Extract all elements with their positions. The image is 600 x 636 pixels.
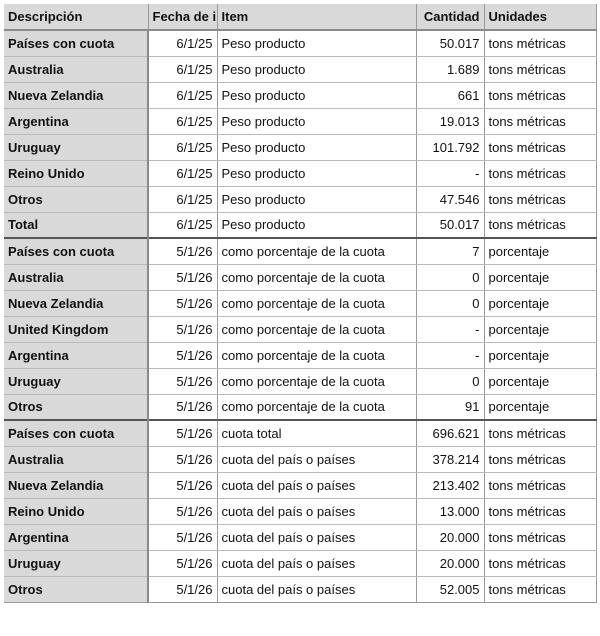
cell-cantidad[interactable]: 20.000: [416, 524, 484, 550]
cell-unidades[interactable]: porcentaje: [484, 394, 596, 420]
cell-unidades[interactable]: tons métricas: [484, 134, 596, 160]
cell-item[interactable]: como porcentaje de la cuota: [217, 368, 416, 394]
cell-cantidad[interactable]: 50.017: [416, 30, 484, 56]
table-row: [4, 342, 596, 368]
table-row: [4, 576, 596, 602]
cell-unidades[interactable]: tons métricas: [484, 472, 596, 498]
table-row: [4, 160, 596, 186]
cell-descripcion[interactable]: Uruguay: [4, 368, 148, 394]
cell-cantidad[interactable]: -: [416, 342, 484, 368]
cell-unidades[interactable]: tons métricas: [484, 212, 596, 238]
column-header-descripcion[interactable]: Descripción: [4, 4, 148, 30]
cell-cantidad[interactable]: 101.792: [416, 134, 484, 160]
table-row: [4, 30, 596, 56]
column-header-fecha[interactable]: Fecha de i: [148, 4, 217, 30]
cell-descripcion[interactable]: Total: [4, 212, 148, 238]
cell-cantidad[interactable]: 0: [416, 290, 484, 316]
cell-fecha[interactable]: 6/1/25: [148, 30, 217, 56]
cell-fecha[interactable]: 6/1/25: [148, 134, 217, 160]
cell-item[interactable]: cuota del país o países: [217, 576, 416, 602]
cell-cantidad[interactable]: 19.013: [416, 108, 484, 134]
cell-item[interactable]: Peso producto: [217, 56, 416, 82]
cell-descripcion[interactable]: Países con cuota: [4, 420, 148, 446]
cell-item[interactable]: como porcentaje de la cuota: [217, 290, 416, 316]
cell-fecha[interactable]: 6/1/25: [148, 56, 217, 82]
cell-unidades[interactable]: porcentaje: [484, 342, 596, 368]
cell-cantidad[interactable]: 20.000: [416, 550, 484, 576]
cell-unidades[interactable]: tons métricas: [484, 186, 596, 212]
cell-cantidad[interactable]: 91: [416, 394, 484, 420]
cell-descripcion[interactable]: Australia: [4, 264, 148, 290]
table-row: [4, 420, 596, 446]
cell-cantidad[interactable]: -: [416, 316, 484, 342]
cell-unidades[interactable]: tons métricas: [484, 420, 596, 446]
cell-descripcion[interactable]: Nueva Zelandia: [4, 472, 148, 498]
cell-descripcion[interactable]: Otros: [4, 394, 148, 420]
cell-cantidad[interactable]: -: [416, 160, 484, 186]
table-row: [4, 368, 596, 394]
cell-descripcion[interactable]: Uruguay: [4, 134, 148, 160]
cell-item[interactable]: cuota del país o países: [217, 524, 416, 550]
cell-unidades[interactable]: tons métricas: [484, 524, 596, 550]
cell-item[interactable]: cuota del país o países: [217, 446, 416, 472]
cell-cantidad[interactable]: 50.017: [416, 212, 484, 238]
cell-fecha[interactable]: 5/1/26: [148, 368, 217, 394]
cell-unidades[interactable]: porcentaje: [484, 290, 596, 316]
cell-unidades[interactable]: tons métricas: [484, 550, 596, 576]
cell-descripcion[interactable]: Australia: [4, 446, 148, 472]
cell-descripcion[interactable]: Argentina: [4, 342, 148, 368]
table-row: [4, 394, 596, 420]
cell-cantidad[interactable]: 7: [416, 238, 484, 264]
cell-item[interactable]: cuota del país o países: [217, 550, 416, 576]
cell-cantidad[interactable]: 0: [416, 264, 484, 290]
cell-cantidad[interactable]: 661: [416, 82, 484, 108]
cell-item[interactable]: como porcentaje de la cuota: [217, 238, 416, 264]
cell-unidades[interactable]: tons métricas: [484, 108, 596, 134]
table-row: [4, 498, 596, 524]
cell-descripcion[interactable]: Nueva Zelandia: [4, 290, 148, 316]
cell-fecha[interactable]: 5/1/26: [148, 342, 217, 368]
table-row: [4, 108, 596, 134]
column-header-item[interactable]: Item: [217, 4, 416, 30]
table-row: [4, 134, 596, 160]
cell-fecha[interactable]: 6/1/25: [148, 186, 217, 212]
cell-unidades[interactable]: porcentaje: [484, 316, 596, 342]
cell-cantidad[interactable]: 696.621: [416, 420, 484, 446]
cell-cantidad[interactable]: 1.689: [416, 56, 484, 82]
cell-descripcion[interactable]: Australia: [4, 56, 148, 82]
cell-descripcion[interactable]: Argentina: [4, 524, 148, 550]
cell-fecha[interactable]: 6/1/25: [148, 82, 217, 108]
cell-item[interactable]: como porcentaje de la cuota: [217, 342, 416, 368]
table-body: [4, 30, 596, 602]
cell-item[interactable]: Peso producto: [217, 108, 416, 134]
cell-descripcion[interactable]: Reino Unido: [4, 498, 148, 524]
table-row: [4, 212, 596, 238]
cell-descripcion[interactable]: Reino Unido: [4, 160, 148, 186]
cell-unidades[interactable]: tons métricas: [484, 498, 596, 524]
cell-fecha[interactable]: 6/1/25: [148, 212, 217, 238]
spreadsheet: [4, 4, 596, 636]
cell-unidades[interactable]: tons métricas: [484, 82, 596, 108]
cell-descripcion[interactable]: Países con cuota: [4, 30, 148, 56]
cell-fecha[interactable]: 5/1/26: [148, 550, 217, 576]
cell-item[interactable]: cuota del país o países: [217, 472, 416, 498]
cell-descripcion[interactable]: Países con cuota: [4, 238, 148, 264]
cell-descripcion[interactable]: Nueva Zelandia: [4, 82, 148, 108]
cell-unidades[interactable]: tons métricas: [484, 30, 596, 56]
table-row: [4, 264, 596, 290]
cell-fecha[interactable]: 5/1/26: [148, 524, 217, 550]
table-row: [4, 472, 596, 498]
cell-fecha[interactable]: 5/1/26: [148, 420, 217, 446]
cell-unidades[interactable]: tons métricas: [484, 576, 596, 602]
cell-fecha[interactable]: 5/1/26: [148, 446, 217, 472]
cell-item[interactable]: Peso producto: [217, 30, 416, 56]
table-row: [4, 82, 596, 108]
cell-unidades[interactable]: tons métricas: [484, 160, 596, 186]
cell-fecha[interactable]: 6/1/25: [148, 108, 217, 134]
table-row: [4, 446, 596, 472]
cell-fecha[interactable]: 5/1/26: [148, 576, 217, 602]
cell-item[interactable]: como porcentaje de la cuota: [217, 264, 416, 290]
cell-fecha[interactable]: 6/1/25: [148, 160, 217, 186]
cell-descripcion[interactable]: Otros: [4, 576, 148, 602]
cell-cantidad[interactable]: 0: [416, 368, 484, 394]
cell-unidades[interactable]: tons métricas: [484, 56, 596, 82]
cell-unidades[interactable]: porcentaje: [484, 238, 596, 264]
table-row: [4, 56, 596, 82]
column-header-cantidad[interactable]: Cantidad: [416, 4, 484, 30]
data-table: [4, 4, 597, 603]
table-row: [4, 238, 596, 264]
cell-item[interactable]: cuota total: [217, 420, 416, 446]
cell-unidades[interactable]: porcentaje: [484, 264, 596, 290]
cell-cantidad[interactable]: 378.214: [416, 446, 484, 472]
cell-descripcion[interactable]: Argentina: [4, 108, 148, 134]
cell-fecha[interactable]: 5/1/26: [148, 290, 217, 316]
cell-unidades[interactable]: tons métricas: [484, 446, 596, 472]
cell-cantidad[interactable]: 213.402: [416, 472, 484, 498]
table-row: [4, 186, 596, 212]
cell-cantidad[interactable]: 52.005: [416, 576, 484, 602]
cell-fecha[interactable]: 5/1/26: [148, 498, 217, 524]
cell-fecha[interactable]: 5/1/26: [148, 238, 217, 264]
cell-fecha[interactable]: 5/1/26: [148, 316, 217, 342]
cell-fecha[interactable]: 5/1/26: [148, 394, 217, 420]
cell-fecha[interactable]: 5/1/26: [148, 472, 217, 498]
table-row: [4, 316, 596, 342]
table-row: [4, 550, 596, 576]
cell-cantidad[interactable]: 13.000: [416, 498, 484, 524]
cell-item[interactable]: como porcentaje de la cuota: [217, 316, 416, 342]
cell-fecha[interactable]: 5/1/26: [148, 264, 217, 290]
cell-descripcion[interactable]: United Kingdom: [4, 316, 148, 342]
table-row: [4, 524, 596, 550]
cell-item[interactable]: cuota del país o países: [217, 498, 416, 524]
cell-descripcion[interactable]: Uruguay: [4, 550, 148, 576]
cell-cantidad[interactable]: 47.546: [416, 186, 484, 212]
cell-item[interactable]: Peso producto: [217, 186, 416, 212]
header-row: [4, 4, 596, 30]
table-row: [4, 290, 596, 316]
cell-unidades[interactable]: porcentaje: [484, 368, 596, 394]
cell-item[interactable]: Peso producto: [217, 134, 416, 160]
cell-item[interactable]: Peso producto: [217, 160, 416, 186]
column-header-unidades[interactable]: Unidades: [484, 4, 596, 30]
cell-descripcion[interactable]: Otros: [4, 186, 148, 212]
cell-item[interactable]: Peso producto: [217, 212, 416, 238]
cell-item[interactable]: como porcentaje de la cuota: [217, 394, 416, 420]
cell-item[interactable]: Peso producto: [217, 82, 416, 108]
